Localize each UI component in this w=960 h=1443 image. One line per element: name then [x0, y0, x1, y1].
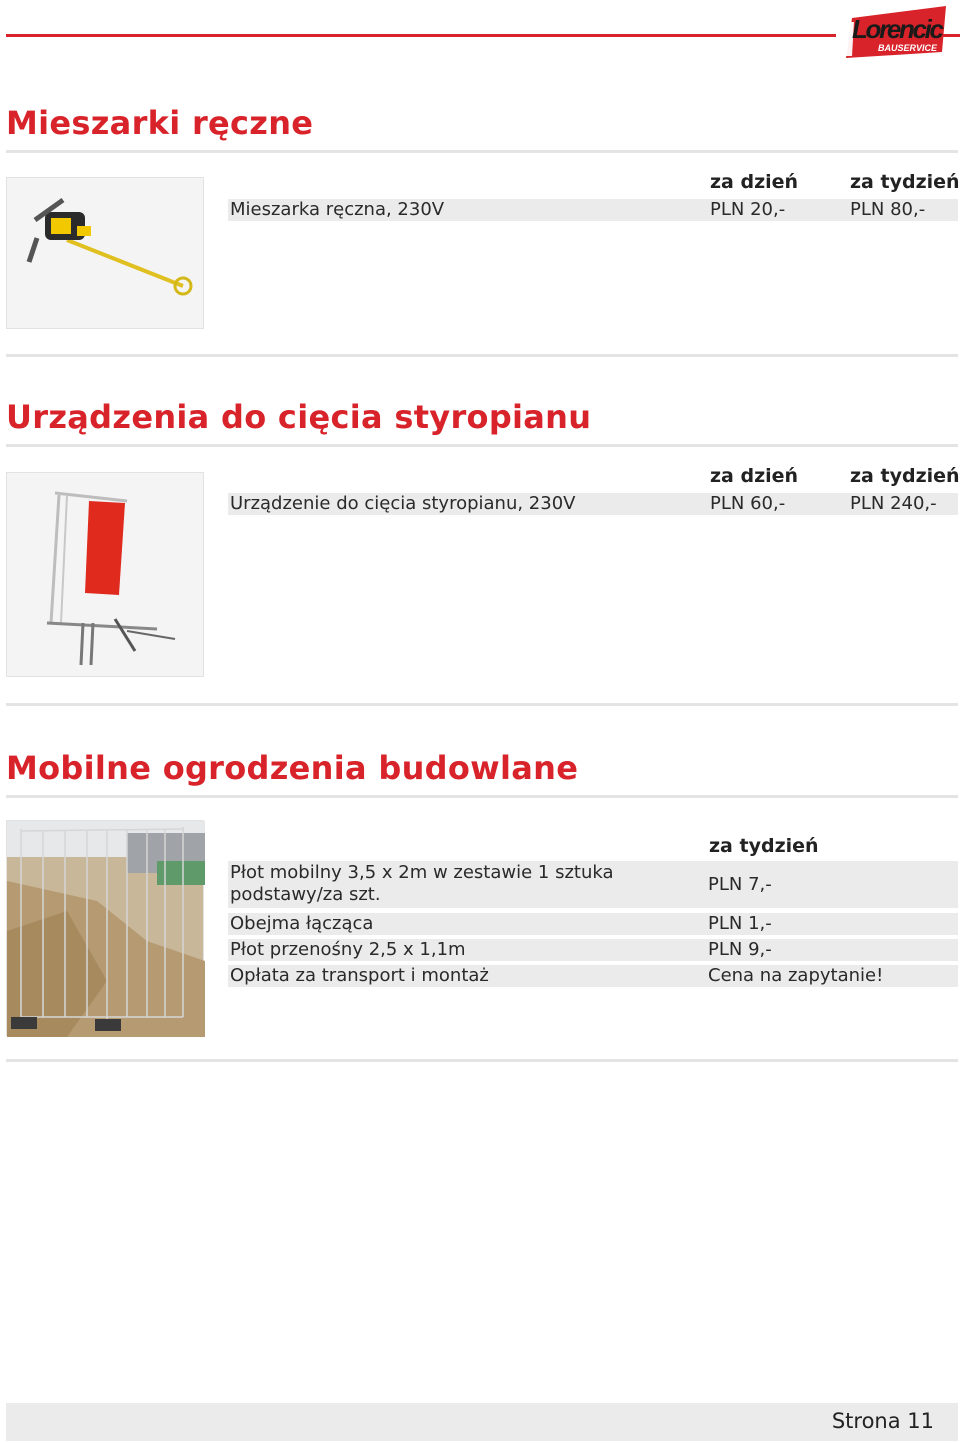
page-footer — [6, 1403, 958, 1441]
col-header-week: za tydzień — [850, 465, 960, 487]
table-row — [228, 965, 958, 987]
item-name: Urządzenie do cięcia styropianu, 230V — [230, 493, 576, 514]
item-name: Mieszarka ręczna, 230V — [230, 199, 445, 220]
price-day: PLN 20,- — [710, 199, 786, 220]
section-divider — [6, 703, 958, 706]
section-divider — [6, 795, 958, 798]
table-row — [228, 493, 958, 515]
fence-illustration — [7, 821, 205, 1037]
section-title-foam-cutters: Urządzenia do cięcia styropianu — [6, 398, 592, 436]
fence-photo — [6, 820, 204, 1036]
col-header-week: za tydzień — [850, 171, 960, 193]
price-week: PLN 1,- — [708, 913, 772, 934]
foam-cutter-photo — [6, 472, 204, 677]
price-week: PLN 80,- — [850, 199, 926, 220]
mixer-photo — [6, 177, 204, 329]
price-day: PLN 60,- — [710, 493, 786, 514]
item-name: Płot mobilny 3,5 x 2m w zestawie 1 sztuka podstawy/za szt. — [230, 862, 614, 905]
logo-text: Lorencic — [852, 14, 944, 44]
lorencic-logo — [838, 2, 950, 60]
header-rule — [6, 34, 836, 37]
item-name: Płot przenośny 2,5 x 1,1m — [230, 939, 466, 960]
price-week: PLN 9,- — [708, 939, 772, 960]
price-week: PLN 7,- — [708, 874, 772, 895]
section-divider — [6, 1059, 958, 1062]
page-number: Strona 11 — [831, 1409, 934, 1433]
table-row — [228, 861, 958, 908]
section-title-mixers: Mieszarki ręczne — [6, 104, 314, 142]
table-row — [228, 939, 958, 961]
col-header-week: za tydzień — [709, 835, 819, 857]
item-name: Opłata za transport i montaż — [230, 965, 489, 986]
section-divider — [6, 354, 958, 357]
price-week: PLN 240,- — [850, 493, 937, 514]
section-divider — [6, 444, 958, 447]
table-row — [228, 913, 958, 935]
col-header-day: za dzień — [710, 171, 799, 193]
price-week: Cena na zapytanie! — [708, 965, 884, 986]
foam-cutter-illustration — [7, 473, 205, 678]
item-name: Obejma łącząca — [230, 913, 374, 934]
logo-subtext: BAUSERVICE — [878, 43, 938, 53]
col-header-day: za dzień — [710, 465, 799, 487]
section-divider — [6, 150, 958, 153]
table-row — [228, 199, 958, 221]
mixer-illustration — [7, 178, 205, 330]
section-title-fences: Mobilne ogrodzenia budowlane — [6, 749, 579, 787]
